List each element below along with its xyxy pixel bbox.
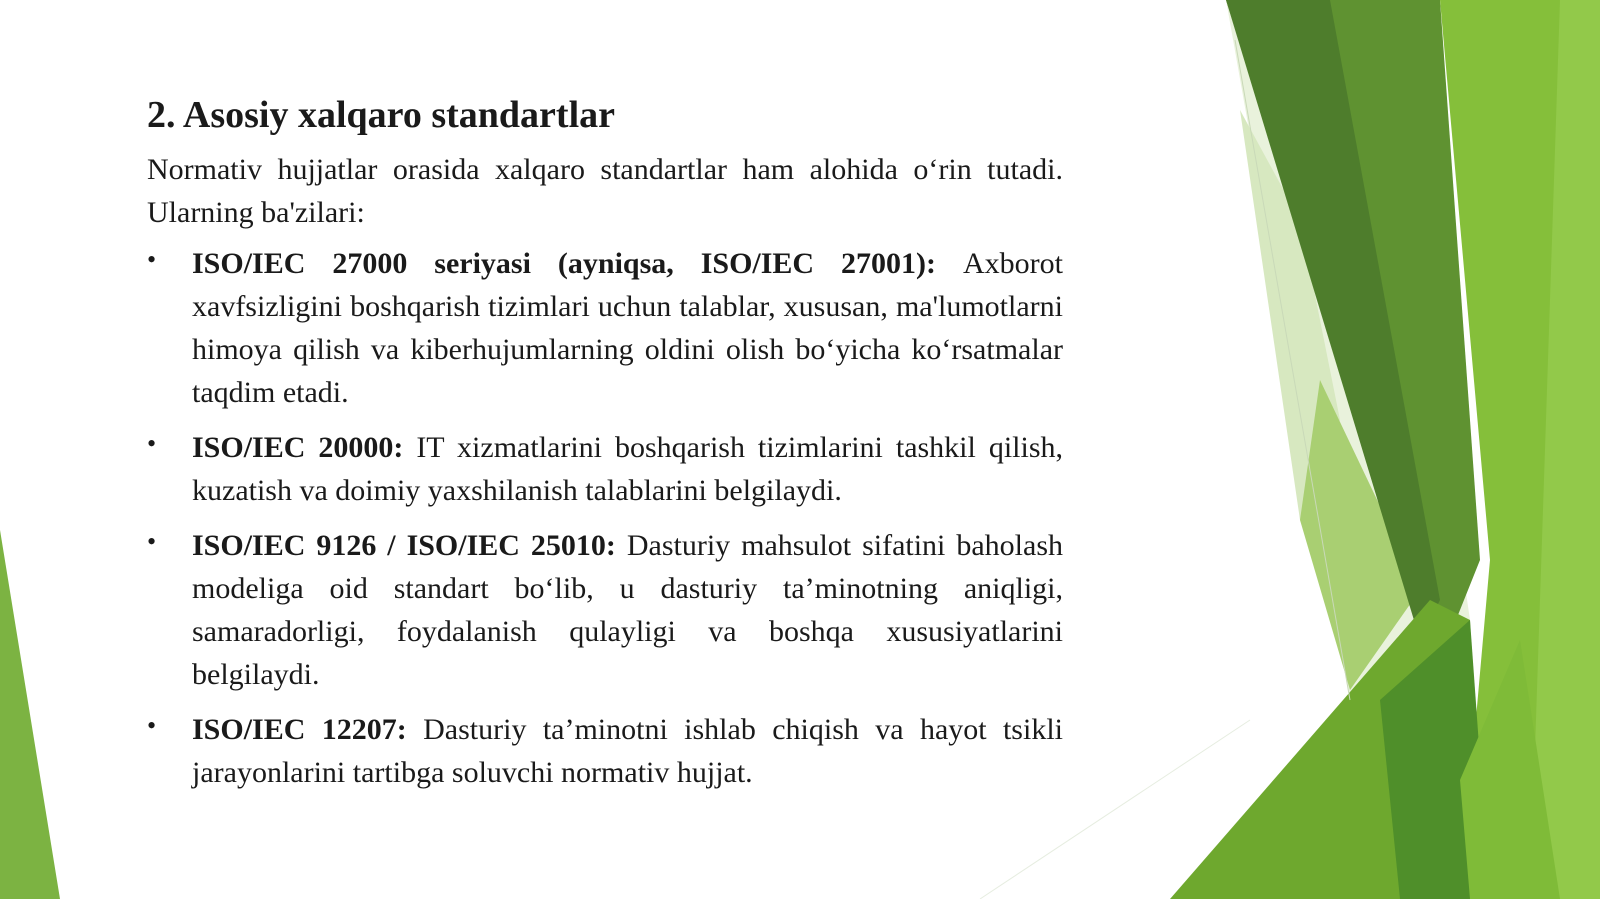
bullet-icon: • — [147, 429, 157, 458]
slide-title: 2. Asosiy xalqaro standartlar — [147, 94, 616, 136]
list-item — [147, 426, 1063, 512]
item-term: ISO/IEC 12207: — [192, 713, 424, 746]
bullet-icon: • — [147, 527, 157, 556]
slide-content — [147, 92, 1063, 806]
item-term: ISO/IEC 27000 seriyasi (ayniqsa, ISO/IEC 27001): — [192, 247, 963, 280]
item-term: ISO/IEC 9126 / ISO/IEC 25010: — [192, 529, 627, 562]
list-item — [147, 524, 1063, 696]
bullet-icon: • — [147, 245, 157, 274]
intro-paragraph: Normativ hujjatlar orasida xalqaro standartlar ham alohida o‘rin tutadi. Ularning ba'zilari: — [147, 153, 1063, 229]
list-item — [147, 708, 1063, 794]
list-item — [147, 242, 1063, 414]
item-text: Dasturiy mahsulot sifatini baholash modeliga oid standart bo‘lib, u dasturiy ta’minotning aniqligi, samaradorligi, foydalanish qulayligi va boshqa xususiyatlarini belgilaydi. — [192, 529, 1063, 691]
bullet-icon: • — [147, 711, 157, 740]
standards-list — [147, 242, 1063, 794]
item-term: ISO/IEC 20000: — [192, 431, 417, 464]
item-text: Axborot xavfsizligini boshqarish tizimlari uchun talablar, xususan, ma'lumotlarni himoya qilish va kiberhujumlarning oldini olish bo‘yicha ko‘rsatmalar taqdim etadi. — [192, 247, 1063, 409]
item-text: Dasturiy ta’minotni ishlab chiqish va hayot tsikli jarayonlarini tartibga soluvchi normativ hujjat. — [192, 713, 1063, 789]
left-green-shape — [0, 530, 60, 899]
item-text: IT xizmatlarini boshqarish tizimlarini tashkil qilish, kuzatish va doimiy yaxshilanish talablarini belgilaydi. — [192, 431, 1063, 507]
